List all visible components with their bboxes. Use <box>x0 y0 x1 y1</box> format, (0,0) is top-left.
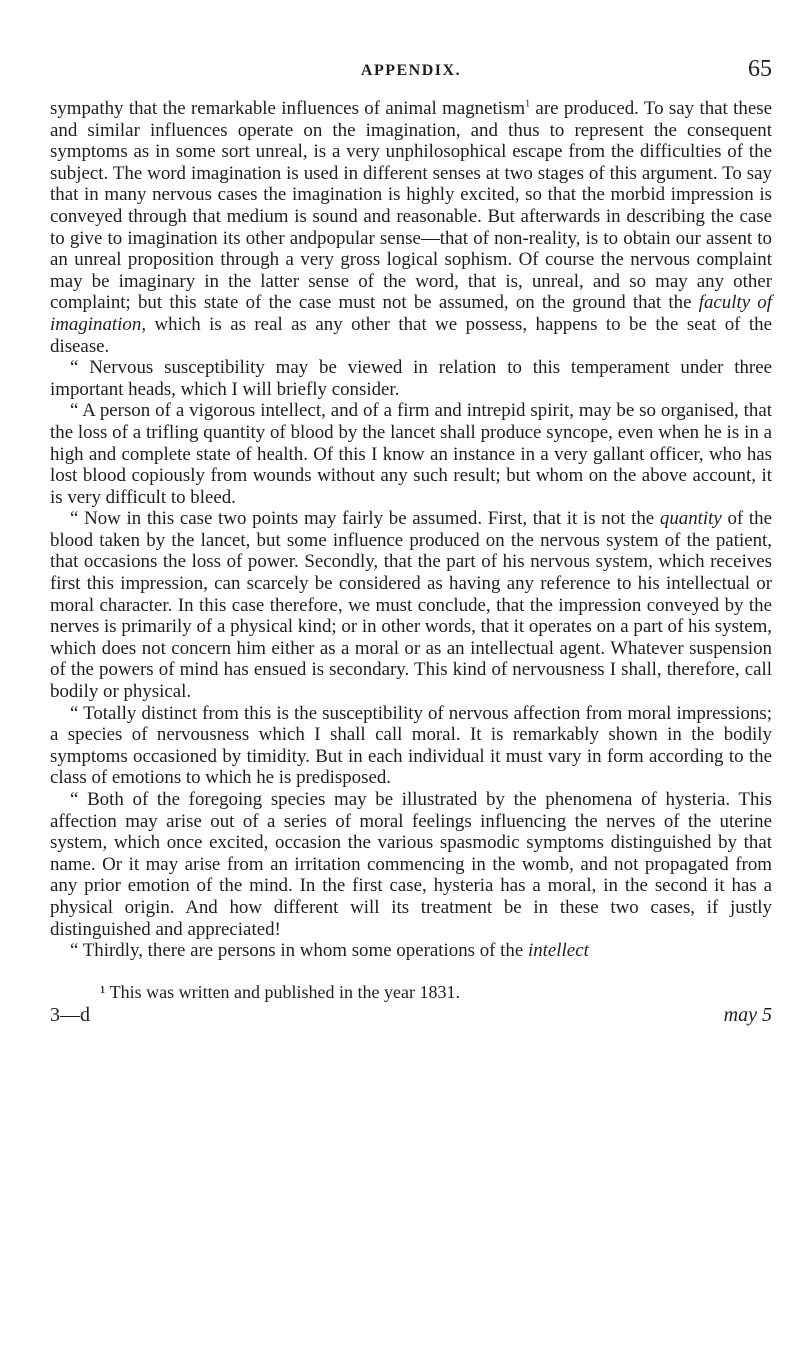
paragraph-text: , which is as real as any other that we possess, happens to be the seat of the disease. <box>50 313 772 357</box>
paragraph: “ A person of a vigorous intellect, and of a firm and intrepid spirit, may be so organised, that the loss of a trifling quantity of blood by the lancet shall produce syncope, even when he is in a high and complete state of health. Of this I know an instance in a very gallant officer, who has lost blood copiously from wounds without any such result; but whom on the above account, it is very difficult to bleed. <box>50 400 772 508</box>
footnote <box>50 982 772 1002</box>
paragraph-text: “ Thirdly, there are persons in whom some operations of the <box>70 940 528 962</box>
running-title: APPENDIX. <box>360 62 462 79</box>
paragraph-text: of the blood taken by the lancet, but some influence produced on the nervous system of the patient, that occasions the loss of power. Secondly, that the part of his nervous system, which receives first this impression, can scarcely be considered as having any reference to his intellectual or moral character. In this case therefore, we must conclude, that the impression conveyed by the nerves is primarily of a physical kind; or in other words, that it operates on a part of his system, which does not concern him either as a moral or as an intellectual agent. Whatever suspension of the powers of mind has ensued is secondary. This kind of nervousness I shall, therefore, call bodily or physical. <box>50 508 772 703</box>
paragraph-text: “ Now in this case two points may fairly be assumed. First, that it is not the <box>70 508 660 530</box>
signature-line <box>50 1004 772 1028</box>
paragraph: “ Both of the foregoing species may be illustrated by the phenomena of hysteria. This affection may arise out of a series of moral feelings influencing the nerves of the uterine system, which once excited, occasion the various spasmodic symptoms distinguished by that name. Or it may arise from an irritation commencing in the womb, and not propagated from any prior emotion of the mind. In the first case, hysteria has a moral, in the second it has a physical origin. And how different will its treatment be in these two cases, if justly distinguished and appreciated! <box>50 789 772 940</box>
paragraph: “ Totally distinct from this is the susceptibility of nervous affection from moral impressions; a species of nervousness which I shall call moral. It is remarkably shown in the bodily symptoms occasioned by timidity. But in each individual it must vary in form according to the class of emotions to which he is predisposed. <box>50 702 772 789</box>
italic-word: quantity <box>659 508 722 530</box>
paragraph <box>50 940 772 962</box>
book-page <box>50 58 772 1028</box>
footnote-marker: ¹ <box>100 981 106 1002</box>
running-head <box>50 58 772 84</box>
body-text <box>50 98 772 962</box>
catchword: may 5 <box>723 1003 772 1026</box>
paragraph <box>50 508 772 702</box>
footnote-text: This was written and published in the year 1831. <box>105 981 461 1002</box>
paragraph-text: are produced. To say that these and similar influences operate on the imagination, and thus to represent the consequent symptoms as in some sort unreal, is a very unphilosophical escape from the difficulties of the subject. The word imagination is used in different senses at two stages of this argument. To say that in many nervous cases the imagination is highly excited, so that the morbid impression is conveyed through that medium is sound and reasonable. But afterwards in describing the case to give to imagination its other andpopular sense—that of non-reality, is to obtain our assent to an unreal proposition through a very gross logical sophism. Of course the nervous complaint may be imaginary in the latter sense of the word, that is, unreal, and so may any other complaint; but this state of the case must not be assumed, on the ground that the <box>50 98 772 314</box>
italic-phrase: faculty of imagination <box>50 292 772 335</box>
paragraph: “ Nervous susceptibility may be viewed in relation to this temperament under three important heads, which I will briefly consider. <box>50 357 772 400</box>
footnote-reference: 1 <box>525 98 531 110</box>
paragraph-text: sympathy that the remarkable influences of animal magnetism <box>50 98 526 119</box>
italic-word: intellect <box>527 940 589 962</box>
paragraph <box>50 98 772 357</box>
page-number: 65 <box>748 56 772 82</box>
signature-mark: 3—d <box>50 1003 90 1026</box>
